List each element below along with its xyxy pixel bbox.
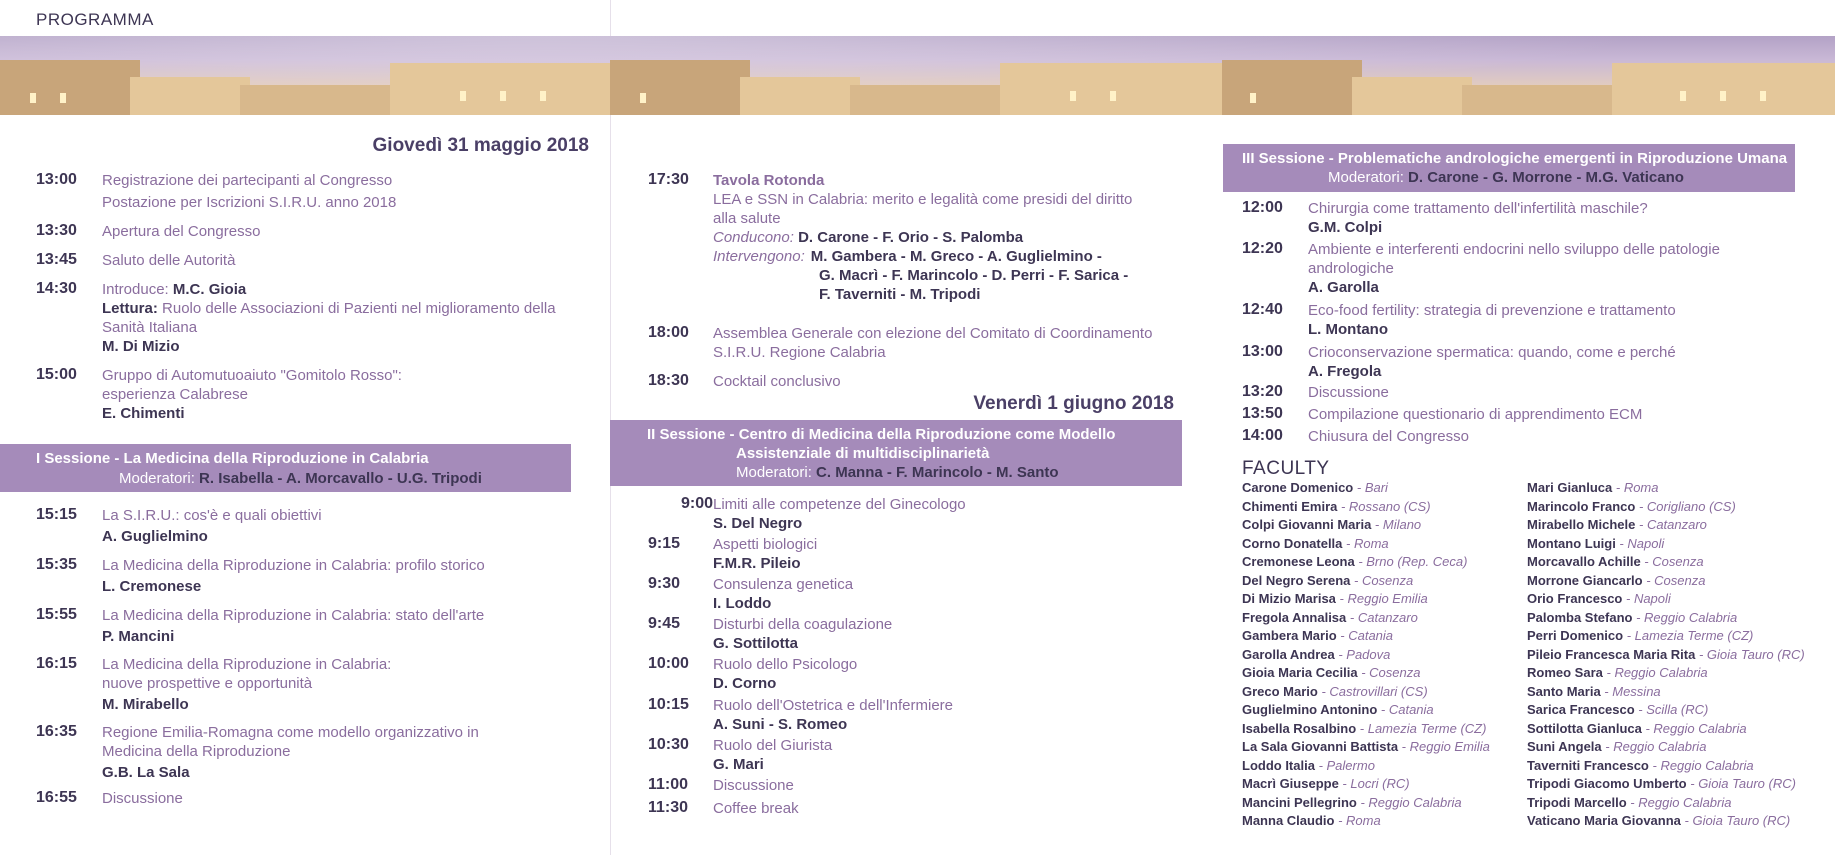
- faculty-separator: -: [1642, 572, 1655, 588]
- faculty-entry: [1242, 738, 1490, 757]
- session-title: I Sessione - La Medicina della Riproduzione in Calabria: [36, 450, 429, 467]
- faculty-city: Brno (Rep. Ceca): [1366, 554, 1468, 569]
- item-title: Sanità Italiana: [102, 319, 198, 336]
- item-title: La Medicina della Riproduzione in Calabria:: [102, 656, 392, 673]
- faculty-separator: -: [1601, 739, 1614, 754]
- program-row: [648, 696, 953, 734]
- faculty-entry: [1527, 683, 1805, 702]
- faculty-name: Di Mizio Marisa: [1242, 591, 1336, 606]
- speaker-name: I. Loddo: [713, 595, 772, 612]
- time-label: 13:50: [1242, 405, 1283, 422]
- program-row: [36, 171, 396, 212]
- time-label: 10:15: [648, 696, 689, 713]
- faculty-entry: [1242, 664, 1490, 683]
- faculty-city: Padova: [1346, 646, 1391, 662]
- faculty-city: Roma: [1623, 480, 1659, 495]
- faculty-entry: [1527, 720, 1805, 739]
- faculty-entry: [1527, 627, 1805, 646]
- faculty-separator: -: [1334, 646, 1347, 662]
- faculty-separator: -: [1641, 720, 1654, 736]
- faculty-city: Catania: [1348, 628, 1394, 643]
- faculty-entry: [1242, 627, 1490, 646]
- item-title: Saluto delle Autorità: [102, 252, 236, 269]
- faculty-name: Morrone Giancarlo: [1527, 572, 1643, 588]
- faculty-city: Reggio Calabria: [1614, 665, 1708, 680]
- faculty-separator: -: [1314, 757, 1327, 773]
- faculty-separator: -: [1695, 646, 1707, 662]
- speaker-name: G. Macrì - F. Marincolo - D. Perri - F. Sarica -: [819, 267, 1129, 284]
- time-label: 9:45: [648, 615, 681, 632]
- faculty-entry: [1242, 720, 1490, 739]
- faculty-entry: [1527, 609, 1805, 628]
- intro-label: Introduce:: [102, 281, 169, 298]
- item-title: Postazione per Iscrizioni S.I.R.U. anno 2018: [102, 194, 397, 211]
- item-title: Discussione: [713, 777, 794, 794]
- item-title: Eco-food fertility: strategia di prevenzione e trattamento: [1308, 302, 1676, 319]
- program-row: [648, 372, 841, 391]
- item-title: nuove prospettive e opportunità: [102, 675, 313, 692]
- faculty-entry: [1527, 738, 1805, 757]
- program-row: [648, 171, 1132, 304]
- time-label: 15:35: [36, 556, 77, 573]
- faculty-list-right: [1527, 479, 1805, 831]
- speaker-name: M. Gambera - M. Greco - A. Guglielmino -: [810, 248, 1102, 265]
- session3-band: [1223, 144, 1795, 192]
- faculty-entry: [1242, 812, 1490, 831]
- item-title: LEA e SSN in Calabria: merito e legalità come presidi del diritto: [713, 191, 1133, 208]
- program-row: [648, 655, 857, 693]
- item-title: Chiusura del Congresso: [1308, 428, 1469, 445]
- faculty-name: Perri Domenico: [1527, 628, 1624, 643]
- faculty-city: Cosenza: [1652, 554, 1704, 569]
- time-label: 12:40: [1242, 301, 1283, 318]
- time-label: 11:30: [648, 799, 689, 816]
- day1-title: Giovedì 31 maggio 2018: [372, 135, 589, 156]
- faculty-separator: -: [1398, 739, 1410, 754]
- program-row: [36, 506, 322, 546]
- item-title: La Medicina della Riproduzione in Calabria: stato dell'arte: [102, 607, 485, 624]
- faculty-separator: -: [1317, 683, 1330, 699]
- time-label: 16:35: [36, 723, 77, 740]
- faculty-entry: [1242, 609, 1490, 628]
- faculty-separator: -: [1334, 813, 1347, 828]
- program-row: [1242, 343, 1676, 381]
- faculty-entry: [1242, 646, 1490, 665]
- faculty-separator: -: [1635, 498, 1647, 514]
- faculty-entry: [1242, 572, 1490, 591]
- item-title: Gruppo di Automutuoaiuto "Gomitolo Rosso":: [102, 367, 402, 384]
- faculty-separator: -: [1634, 702, 1647, 717]
- item-title: Apertura del Congresso: [102, 223, 261, 240]
- program-row: [1242, 405, 1642, 424]
- program-row: [648, 799, 799, 818]
- faculty-separator: -: [1623, 628, 1635, 643]
- faculty-city: Napoli: [1633, 591, 1671, 606]
- item-title: Ruolo dello Psicologo: [713, 656, 858, 673]
- faculty-name: Isabella Rosalbino: [1242, 720, 1357, 736]
- time-label: 14:00: [1242, 427, 1283, 444]
- intervengono-label: Intervengono:: [713, 248, 805, 265]
- faculty-name: Sottilotta Gianluca: [1527, 720, 1642, 736]
- item-title: esperienza Calabrese: [102, 386, 248, 403]
- speaker-name: S. Del Negro: [713, 515, 803, 532]
- speaker-name: M.C. Gioia: [172, 281, 247, 298]
- faculty-city: Cosenza: [1361, 572, 1414, 588]
- time-label: 10:30: [648, 736, 689, 753]
- speaker-name: G. Mari: [713, 756, 764, 773]
- item-title: Ruolo delle Associazioni di Pazienti nel miglioramento della: [162, 300, 556, 317]
- moderators-label: Moderatori:: [1328, 169, 1404, 186]
- faculty-name: Mancini Pellegrino: [1242, 794, 1357, 810]
- faculty-name: Loddo Italia: [1242, 757, 1315, 773]
- lettura-label: Lettura:: [102, 300, 158, 317]
- program-row: [648, 324, 1152, 362]
- faculty-entry: [1242, 479, 1490, 498]
- faculty-separator: -: [1615, 535, 1628, 551]
- faculty-separator: -: [1338, 776, 1351, 791]
- session1-band: [0, 444, 571, 492]
- time-label: 13:45: [36, 251, 77, 268]
- faculty-entry: [1527, 516, 1805, 535]
- faculty-city: Reggio Emilia: [1347, 591, 1428, 606]
- item-title: Tavola Rotonda: [713, 172, 825, 189]
- faculty-separator: -: [1336, 628, 1349, 643]
- faculty-separator: -: [1337, 498, 1349, 514]
- faculty-city: Gioia Tauro (RC): [1698, 776, 1796, 791]
- faculty-city: Roma: [1353, 535, 1389, 551]
- faculty-name: Taverniti Francesco: [1527, 757, 1649, 773]
- faculty-separator: -: [1342, 535, 1354, 551]
- speaker-name: P. Mancini: [102, 628, 175, 645]
- faculty-city: Bari: [1364, 480, 1388, 495]
- faculty-entry: [1527, 535, 1805, 554]
- speaker-name: A. Guglielmino: [102, 528, 208, 545]
- item-title: Consulenza genetica: [713, 576, 854, 593]
- faculty-name: Carone Domenico: [1242, 480, 1354, 495]
- faculty-entry: [1242, 498, 1490, 517]
- faculty-name: Tripodi Giacomo Umberto: [1527, 776, 1687, 791]
- time-label: 18:00: [648, 324, 689, 341]
- time-label: 17:30: [648, 171, 689, 188]
- faculty-separator: -: [1686, 776, 1699, 791]
- program-row: [36, 789, 183, 808]
- program-row: [36, 655, 391, 714]
- item-title: Regione Emilia-Romagna come modello organizzativo in: [102, 724, 479, 741]
- faculty-entry: [1527, 498, 1805, 517]
- time-label: 15:55: [36, 606, 77, 623]
- faculty-city: Napoli: [1627, 535, 1665, 551]
- item-title: Chirurgia come trattamento dell'infertilità maschile?: [1308, 200, 1648, 217]
- speaker-name: A. Garolla: [1308, 279, 1379, 296]
- speaker-name: M. Mirabello: [102, 696, 189, 713]
- speaker-name: F.M.R. Pileio: [713, 555, 801, 572]
- moderators-label: Moderatori:: [736, 464, 812, 481]
- faculty-name: Tripodi Marcello: [1527, 794, 1627, 810]
- time-label: 13:30: [36, 222, 77, 239]
- program-row: [648, 495, 966, 533]
- time-label: 9:00: [680, 495, 713, 512]
- faculty-separator: -: [1602, 665, 1615, 680]
- faculty-separator: -: [1612, 480, 1624, 495]
- speaker-name: M. Di Mizio: [102, 338, 180, 355]
- faculty-city: Castrovillari (CS): [1329, 683, 1428, 699]
- faculty-separator: -: [1356, 720, 1368, 736]
- program-row: [1242, 199, 1648, 237]
- faculty-name: Marincolo Franco: [1527, 498, 1636, 514]
- item-title: Coffee break: [713, 800, 799, 817]
- time-label: 9:30: [648, 575, 681, 592]
- faculty-entry: [1527, 701, 1805, 720]
- moderators-names: D. Carone - G. Morrone - M.G. Vaticano: [1408, 169, 1684, 186]
- speaker-name: L. Montano: [1308, 321, 1388, 338]
- faculty-name: Mari Gianluca: [1527, 480, 1613, 495]
- faculty-separator: -: [1680, 813, 1693, 828]
- moderators-names: C. Manna - F. Marincolo - M. Santo: [816, 464, 1059, 481]
- program-row: [36, 251, 235, 270]
- faculty-separator: -: [1371, 517, 1383, 532]
- speaker-name: G.M. Colpi: [1308, 219, 1383, 236]
- faculty-entry: [1527, 664, 1805, 683]
- item-title: Limiti alle competenze del Ginecologo: [713, 496, 966, 513]
- faculty-city: Reggio Calabria: [1660, 757, 1754, 773]
- faculty-city: Reggio Calabria: [1653, 720, 1747, 736]
- faculty-city: Gioia Tauro (RC): [1692, 813, 1791, 828]
- program-row: [36, 723, 479, 782]
- item-title: Compilazione questionario di apprendimento ECM: [1308, 406, 1643, 423]
- time-label: 16:55: [36, 789, 77, 806]
- faculty-entry: [1242, 535, 1490, 554]
- item-title: Crioconservazione spermatica: quando, come e perché: [1308, 344, 1676, 361]
- conducono-label: Conducono:: [713, 229, 794, 246]
- faculty-city: Reggio Calabria: [1638, 794, 1732, 810]
- faculty-city: Roma: [1346, 813, 1381, 828]
- time-label: 13:00: [36, 171, 77, 188]
- speaker-name: L. Cremonese: [102, 578, 202, 595]
- moderators-label: Moderatori:: [119, 470, 195, 487]
- faculty-entry: [1527, 794, 1805, 813]
- program-row: [648, 776, 794, 795]
- faculty-city: Reggio Calabria: [1613, 739, 1707, 754]
- faculty-entry: [1242, 757, 1490, 776]
- faculty-separator: -: [1356, 794, 1369, 810]
- faculty-list-left: [1242, 479, 1490, 831]
- faculty-city: Reggio Emilia: [1409, 739, 1490, 754]
- faculty-separator: -: [1353, 480, 1365, 495]
- faculty-city: Reggio Calabria: [1368, 794, 1462, 810]
- faculty-name: Del Negro Serena: [1242, 572, 1351, 588]
- faculty-name: Gambera Mario: [1242, 628, 1337, 643]
- faculty-name: Suni Angela: [1527, 739, 1602, 754]
- faculty-name: Colpi Giovanni Maria: [1242, 517, 1372, 532]
- session-title: II Sessione - Centro di Medicina della Riproduzione come Modello: [647, 426, 1116, 443]
- faculty-separator: -: [1377, 702, 1389, 717]
- faculty-entry: [1527, 479, 1805, 498]
- faculty-city: Lamezia Terme (CZ): [1367, 720, 1487, 736]
- program-row: [36, 606, 484, 646]
- item-title: Assemblea Generale con elezione del Comitato di Coordinamento: [713, 325, 1153, 342]
- faculty-separator: -: [1635, 517, 1647, 532]
- faculty-city: Lamezia Terme (CZ): [1634, 628, 1754, 643]
- faculty-entry: [1242, 775, 1490, 794]
- item-title: Ruolo del Giurista: [713, 737, 833, 754]
- faculty-name: Orio Francesco: [1527, 591, 1623, 606]
- faculty-name: Fregola Annalisa: [1242, 609, 1347, 625]
- faculty-name: Montano Luigi: [1527, 535, 1616, 551]
- faculty-separator: -: [1600, 683, 1613, 699]
- faculty-name: Chimenti Emira: [1242, 498, 1338, 514]
- faculty-name: Romeo Sara: [1527, 665, 1603, 680]
- faculty-entry: [1242, 516, 1490, 535]
- program-row: [36, 222, 260, 241]
- session-title: Assistenziale di multidisciplinarietà: [736, 445, 990, 462]
- session-title: III Sessione - Problematiche andrologiche emergenti in Riproduzione Umana: [1242, 150, 1788, 167]
- program-row: [1242, 427, 1469, 446]
- faculty-name: Vaticano Maria Giovanna: [1527, 813, 1681, 828]
- faculty-separator: -: [1357, 665, 1370, 680]
- program-row: [36, 556, 485, 596]
- time-label: 11:00: [648, 776, 689, 793]
- faculty-name: Garolla Andrea: [1242, 646, 1335, 662]
- faculty-name: Macrì Giuseppe: [1242, 776, 1339, 791]
- faculty-separator: -: [1640, 554, 1653, 569]
- item-title: La Medicina della Riproduzione in Calabria: profilo storico: [102, 557, 485, 574]
- time-label: 15:00: [36, 366, 77, 383]
- faculty-city: Locri (RC): [1350, 776, 1410, 791]
- faculty-city: Reggio Calabria: [1644, 609, 1738, 625]
- faculty-entry: [1242, 590, 1490, 609]
- faculty-name: La Sala Giovanni Battista: [1242, 739, 1399, 754]
- time-label: 12:00: [1242, 199, 1283, 216]
- item-title: Cocktail conclusivo: [713, 373, 841, 390]
- item-title: S.I.R.U. Regione Calabria: [713, 344, 886, 361]
- faculty-entry: [1527, 775, 1805, 794]
- faculty-city: Catania: [1388, 702, 1434, 717]
- item-title: Ruolo dell'Ostetrica e dell'Infermiere: [713, 697, 953, 714]
- time-label: 14:30: [36, 280, 77, 297]
- faculty-separator: -: [1622, 591, 1634, 606]
- program-row: [36, 280, 556, 356]
- faculty-entry: [1527, 572, 1805, 591]
- speaker-name: E. Chimenti: [102, 405, 185, 422]
- faculty-city: Cosenza: [1654, 572, 1706, 588]
- item-title: Ambiente e interferenti endocrini nello sviluppo delle patologie: [1308, 241, 1720, 258]
- program-row: [1242, 301, 1676, 339]
- faculty-name: Santo Maria: [1527, 683, 1601, 699]
- faculty-entry: [1527, 553, 1805, 572]
- faculty-city: Corigliano (CS): [1646, 498, 1736, 514]
- time-label: 15:15: [36, 506, 77, 523]
- faculty-name: Manna Claudio: [1242, 813, 1335, 828]
- faculty-separator: -: [1632, 609, 1645, 625]
- item-title: Aspetti biologici: [713, 536, 818, 553]
- page-header-title: PROGRAMMA: [36, 10, 154, 29]
- faculty-separator: -: [1626, 794, 1639, 810]
- program-row: [1242, 240, 1720, 297]
- program-row: [648, 535, 817, 573]
- time-label: 13:00: [1242, 343, 1283, 360]
- speaker-name: D. Corno: [713, 675, 777, 692]
- faculty-name: Pileio Francesca Maria Rita: [1527, 646, 1696, 662]
- faculty-city: Milano: [1382, 517, 1422, 532]
- banner-photo: [0, 36, 1835, 115]
- faculty-separator: -: [1648, 757, 1661, 773]
- speaker-name: G. Sottilotta: [713, 635, 798, 652]
- faculty-name: Sarica Francesco: [1527, 702, 1635, 717]
- item-title: Registrazione dei partecipanti al Congresso: [102, 172, 393, 189]
- time-label: 16:15: [36, 655, 77, 672]
- speaker-name: F. Taverniti - M. Tripodi: [819, 286, 981, 303]
- time-label: 13:20: [1242, 383, 1283, 400]
- faculty-city: Catanzaro: [1357, 609, 1418, 625]
- speaker-name: A. Suni - S. Romeo: [713, 716, 848, 733]
- program-row: [648, 736, 832, 774]
- faculty-city: Scilla (RC): [1646, 702, 1709, 717]
- faculty-name: Cremonese Leona: [1242, 554, 1355, 569]
- faculty-name: Guglielmino Antonino: [1242, 702, 1378, 717]
- faculty-name: Corno Donatella: [1242, 535, 1343, 551]
- faculty-entry: [1242, 794, 1490, 813]
- faculty-name: Palomba Stefano: [1527, 609, 1633, 625]
- faculty-separator: -: [1346, 609, 1358, 625]
- faculty-separator: -: [1354, 554, 1367, 569]
- program-row: [36, 366, 402, 423]
- item-title: alla salute: [713, 210, 781, 227]
- faculty-name: Morcavallo Achille: [1527, 554, 1641, 569]
- program-row: [648, 615, 892, 653]
- faculty-entry: [1242, 553, 1490, 572]
- item-title: Discussione: [1308, 384, 1389, 401]
- faculty-name: Gioia Maria Cecilia: [1242, 665, 1358, 680]
- faculty-entry: [1527, 812, 1805, 831]
- speaker-name: D. Carone - F. Orio - S. Palomba: [798, 229, 1024, 246]
- time-label: 18:30: [648, 372, 689, 389]
- day2-title: Venerdì 1 giugno 2018: [973, 393, 1174, 414]
- faculty-separator: -: [1350, 572, 1362, 588]
- program-row: [1242, 383, 1389, 402]
- faculty-separator: -: [1335, 591, 1348, 606]
- faculty-city: Catanzaro: [1646, 517, 1707, 532]
- faculty-entry: [1242, 683, 1490, 702]
- speaker-name: A. Fregola: [1308, 363, 1382, 380]
- faculty-city: Palermo: [1326, 757, 1375, 773]
- time-label: 12:20: [1242, 240, 1283, 257]
- moderators-names: R. Isabella - A. Morcavallo - U.G. Tripodi: [199, 470, 482, 487]
- time-label: 9:15: [648, 535, 681, 552]
- fold-divider-top: [610, 0, 611, 36]
- faculty-city: Messina: [1612, 683, 1661, 699]
- faculty-title: FACULTY: [1242, 458, 1330, 479]
- faculty-city: Rossano (CS): [1348, 498, 1431, 514]
- faculty-entry: [1527, 757, 1805, 776]
- faculty-entry: [1527, 646, 1805, 665]
- faculty-name: Greco Mario: [1242, 683, 1318, 699]
- speaker-name: G.B. La Sala: [102, 764, 190, 781]
- time-label: 10:00: [648, 655, 689, 672]
- item-title: La S.I.R.U.: cos'è e quali obiettivi: [102, 507, 322, 524]
- faculty-entry: [1527, 590, 1805, 609]
- faculty-city: Gioia Tauro (RC): [1706, 646, 1805, 662]
- item-title: Medicina della Riproduzione: [102, 743, 291, 760]
- item-title: andrologiche: [1308, 260, 1394, 277]
- faculty-city: Cosenza: [1369, 665, 1421, 680]
- session2-band: [610, 420, 1182, 486]
- item-title: Discussione: [102, 790, 183, 807]
- faculty-entry: [1242, 701, 1490, 720]
- item-title: Disturbi della coagulazione: [713, 616, 893, 633]
- faculty-name: Mirabello Michele: [1527, 517, 1636, 532]
- program-row: [648, 575, 853, 613]
